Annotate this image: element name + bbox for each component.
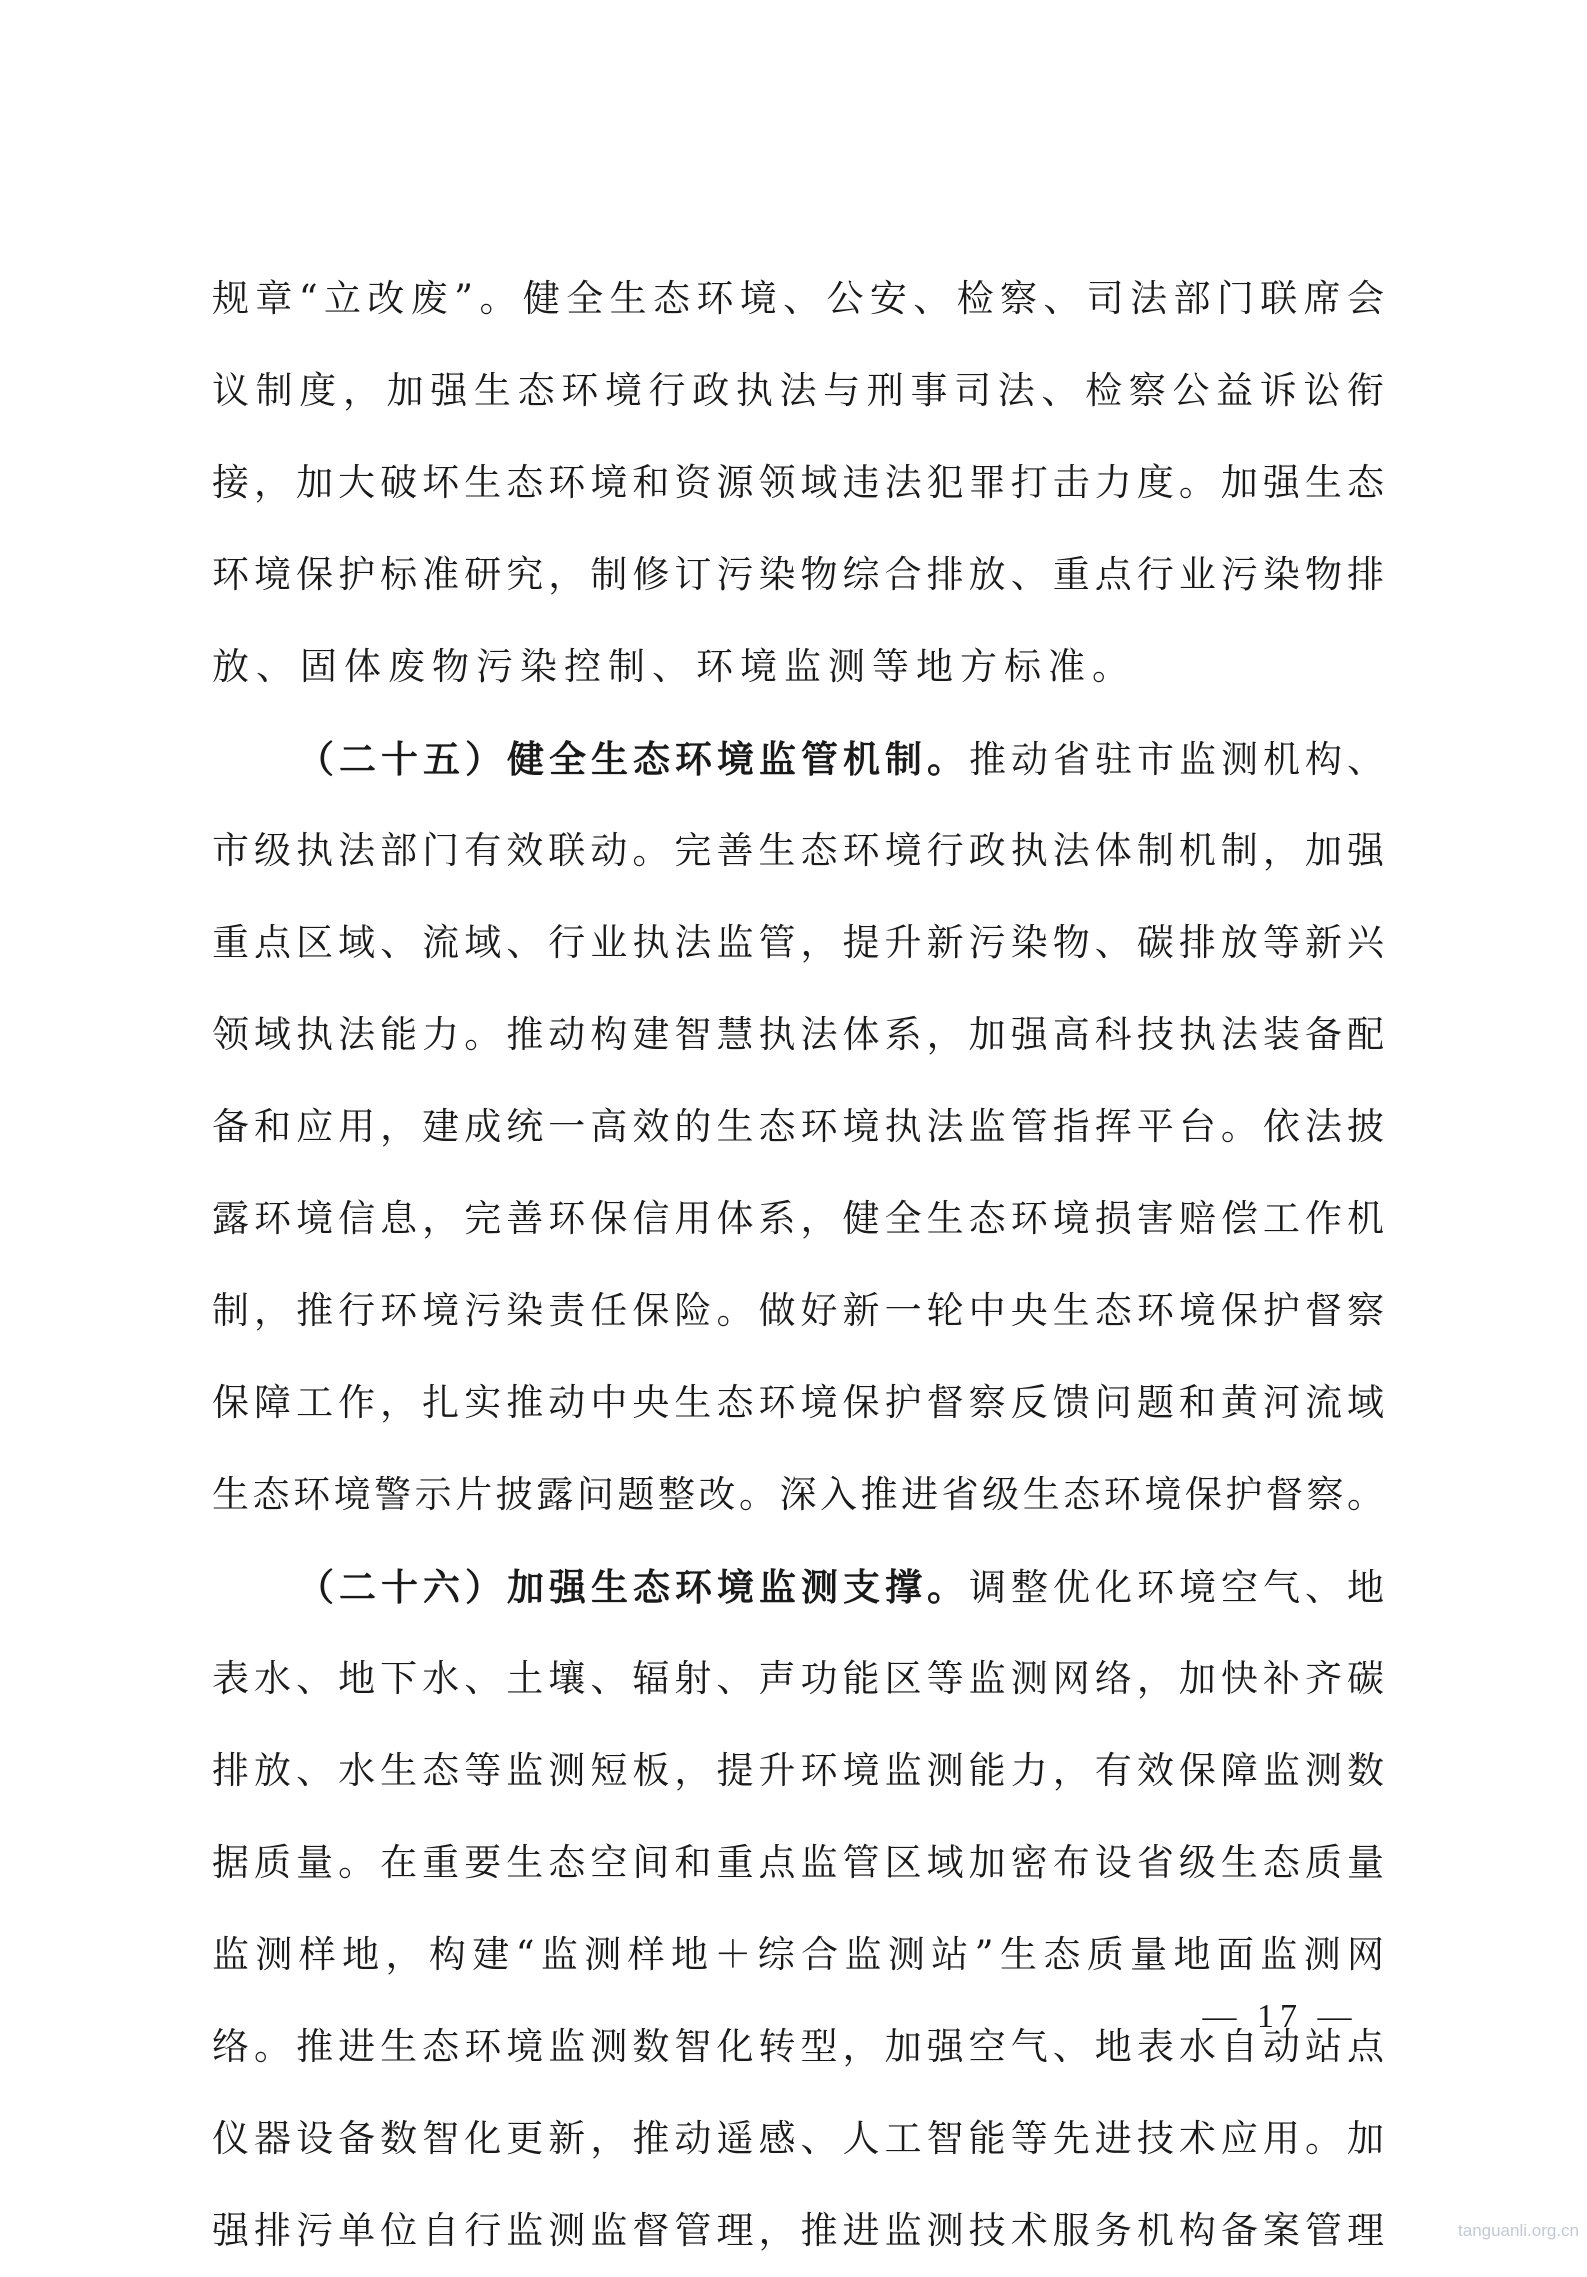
text-line: 接，加大破坏生态环境和资源领域违法犯罪打击力度。加强生态 xyxy=(212,461,1384,504)
text-line: 据质量。在重要生态空间和重点监管区域加密布设省级生态质量 xyxy=(212,1841,1384,1884)
paragraph-26-first-line xyxy=(212,1541,1384,1633)
text-line: 络。推进生态环境监测数智化转型，加强空气、地表水自动站点 xyxy=(212,2025,1384,2068)
page-number: — 17 — xyxy=(1202,1998,1358,2035)
text-line: 仪器设备数智化更新，推动遥感、人工智能等先进技术应用。加 xyxy=(212,2117,1384,2160)
text-line: 重点区域、流域、行业执法监管，提升新污染物、碳排放等新兴 xyxy=(212,921,1384,964)
watermark: tanguanli.org.cn xyxy=(1458,2221,1579,2240)
text-segment: 推动省驻市监测机构、 xyxy=(969,738,1384,781)
text-line: 排放、水生态等监测短板，提升环境监测能力，有效保障监测数 xyxy=(212,1749,1384,1792)
text-line: 备和应用，建成统一高效的生态环境执法监管指挥平台。依法披 xyxy=(212,1105,1384,1148)
text-segment: 调整优化环境空气、地 xyxy=(969,1566,1384,1609)
text-line: 放、固体废物污染控制、环境监测等地方标准。 xyxy=(212,645,1136,688)
section-heading-26: （二十六）加强生态环境监测支撑。 xyxy=(297,1565,969,1609)
text-line: 表水、地下水、土壤、辐射、声功能区等监测网络，加快补齐碳 xyxy=(212,1657,1384,1700)
text-line: 强排污单位自行监测监督管理，推进监测技术服务机构备案管理 xyxy=(212,2209,1384,2252)
paragraph-25-first-line xyxy=(212,713,1384,805)
text-line: 监测样地，构建“监测样地＋综合监测站”生态质量地面监测网 xyxy=(212,1933,1384,1976)
text-line: 规章“立改废”。健全生态环境、公安、检察、司法部门联席会 xyxy=(212,277,1384,320)
body-text xyxy=(212,253,1384,2277)
text-line: 制，推行环境污染责任保险。做好新一轮中央生态环境保护督察 xyxy=(212,1289,1384,1332)
text-line: 保障工作，扎实推动中央生态环境保护督察反馈问题和黄河流域 xyxy=(212,1381,1384,1424)
text-line: 市级执法部门有效联动。完善生态环境行政执法体制机制，加强 xyxy=(212,829,1384,872)
text-line: 生态环境警示片披露问题整改。深入推进省级生态环境保护督察。 xyxy=(212,1473,1384,1516)
text-line: 环境保护标准研究，制修订污染物综合排放、重点行业污染物排 xyxy=(212,553,1384,596)
text-line: 议制度，加强生态环境行政执法与刑事司法、检察公益诉讼衔 xyxy=(212,369,1384,412)
text-line: 露环境信息，完善环保信用体系，健全生态环境损害赔偿工作机 xyxy=(212,1197,1384,1240)
section-heading-25: （二十五）健全生态环境监管机制。 xyxy=(297,737,969,781)
text-line: 领域执法能力。推动构建智慧执法体系，加强高科技执法装备配 xyxy=(212,1013,1384,1056)
